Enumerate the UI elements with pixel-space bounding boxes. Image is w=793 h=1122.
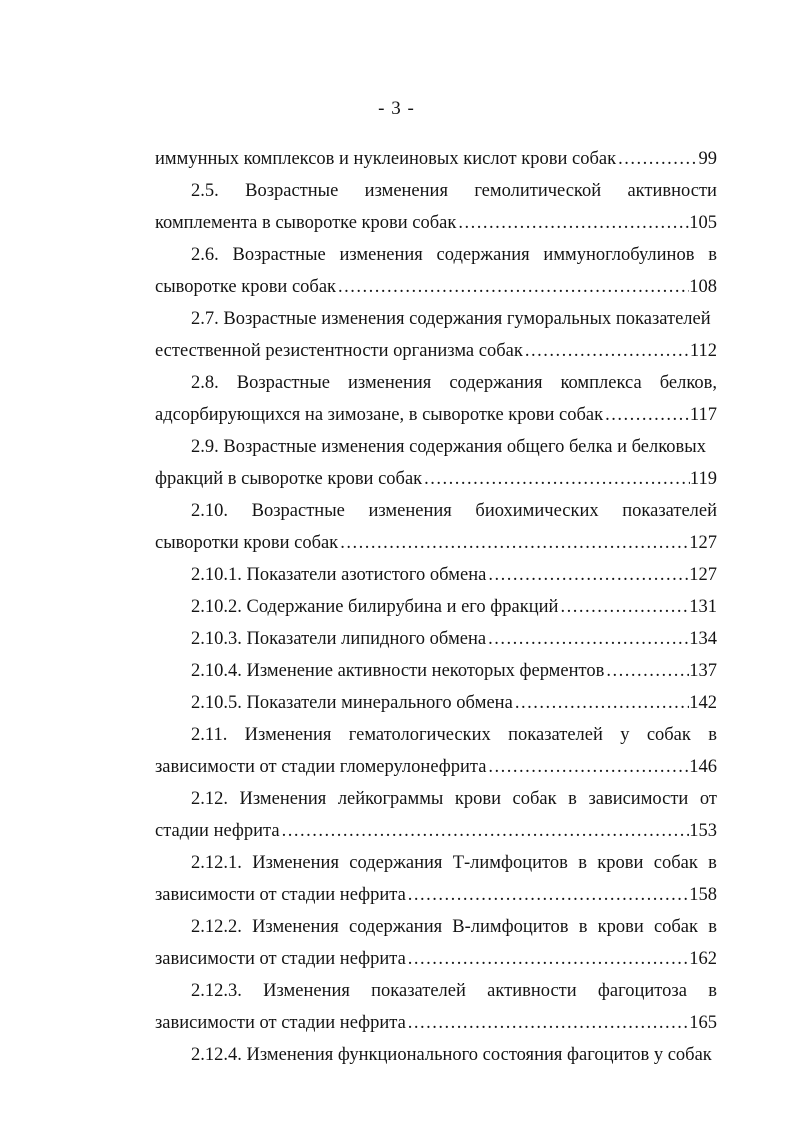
toc-entry-text: 2.10.5. Показатели минерального обмена: [191, 693, 513, 713]
toc-word: в: [708, 853, 717, 873]
toc-entry-immune-complexes: [155, 143, 717, 175]
toc-word: гемолитической: [474, 181, 602, 201]
toc-page-ref: 108: [689, 277, 717, 297]
toc-word: Т-лимфоцитов: [452, 853, 568, 873]
toc-entry-text: естественной резистентности организма собак: [155, 341, 523, 361]
toc-entry-text: зависимости от стадии нефрита: [155, 1013, 406, 1033]
toc-page-ref: 165: [689, 1013, 717, 1033]
toc-entry-2-12-1: [155, 847, 717, 911]
toc-entry-text: 2.10.1. Показатели азотистого обмена: [191, 565, 487, 585]
toc-entry-2-10-4: [155, 655, 717, 687]
toc-word: 2.12.3.: [191, 981, 242, 1001]
toc-entry-text: 2.10.3. Показатели липидного обмена: [191, 629, 487, 649]
toc-word: в: [708, 245, 717, 265]
toc-entry-2-10-2: [155, 591, 717, 623]
toc-word: содержания: [349, 917, 443, 937]
toc-word: Возрастные: [245, 181, 339, 201]
toc-entry-2-11: [155, 719, 717, 783]
toc-word: гематологических: [348, 725, 491, 745]
toc-entry-2-12: [155, 783, 717, 847]
toc-line: [155, 975, 717, 1007]
toc-entry-text: иммунных комплексов и нуклеиновых кислот крови собак: [155, 149, 617, 169]
toc-page-ref: 153: [689, 821, 717, 841]
toc-word: показателей: [622, 501, 717, 521]
toc-line: [155, 879, 717, 911]
toc-line: [155, 687, 717, 719]
toc-line: [155, 815, 717, 847]
toc-word: в: [708, 725, 717, 745]
toc-entry-text: сыворотки крови собак: [155, 533, 339, 553]
toc-word: от: [699, 789, 717, 809]
toc-line: [155, 591, 717, 623]
toc-word: собак: [512, 789, 557, 809]
dot-leader: [523, 335, 690, 367]
toc-line: [155, 911, 717, 943]
toc-word: биохимических: [475, 501, 599, 521]
toc-page-ref: 158: [689, 885, 717, 905]
toc-word: показателей: [371, 981, 466, 1001]
toc-line: [155, 847, 717, 879]
toc-entry-2-12-4: [155, 1039, 717, 1071]
toc-line: [155, 143, 717, 175]
toc-page-ref: 134: [689, 629, 717, 649]
toc-word: 2.11.: [191, 725, 228, 745]
toc-word: 2.6.: [191, 245, 219, 265]
toc-page-ref: 127: [689, 565, 717, 585]
dot-leader: [406, 1007, 689, 1039]
toc-word: 2.8.: [191, 373, 219, 393]
toc-entry-text: фракций в сыворотке крови собак: [155, 469, 423, 489]
toc-page-ref: 99: [698, 149, 717, 169]
toc-entry-text: 2.7. Возрастные изменения содержания гуморальных показателей: [191, 309, 711, 329]
toc-word: в: [708, 917, 717, 937]
toc-entry-text: стадии нефрита: [155, 821, 280, 841]
toc-line: [155, 335, 717, 367]
toc-entry-text: 2.9. Возрастные изменения содержания общего белка и белковых: [191, 437, 706, 457]
dot-leader: [406, 879, 689, 911]
toc-word: крови: [597, 853, 644, 873]
toc-word: Изменения: [244, 725, 332, 745]
toc-page-ref: 146: [689, 757, 717, 777]
page-number: - 3 -: [378, 98, 415, 119]
toc-line: [155, 399, 717, 431]
toc-entry-2-10-5: [155, 687, 717, 719]
toc-word: в: [578, 853, 587, 873]
toc-line: [155, 175, 717, 207]
toc-line: [155, 943, 717, 975]
toc-word: собак: [653, 853, 698, 873]
toc-word: крови: [454, 789, 502, 809]
dot-leader: [558, 591, 689, 623]
toc-line: [155, 751, 717, 783]
dot-leader: [336, 271, 689, 303]
toc-entry-2-12-2: [155, 911, 717, 975]
toc-word: лейкограммы: [337, 789, 444, 809]
dot-leader: [616, 143, 698, 175]
toc-line: [155, 271, 717, 303]
toc-entry-2-8: [155, 367, 717, 431]
toc-page-ref: 105: [689, 213, 717, 233]
toc-entry-text: 2.10.4. Изменение активности некоторых ферментов: [191, 661, 605, 681]
dot-leader: [486, 559, 689, 591]
toc-word: содержания: [436, 245, 530, 265]
toc-word: Изменения: [263, 981, 350, 1001]
toc-line: [155, 719, 717, 751]
toc-line: [155, 1039, 717, 1071]
toc-line: [155, 303, 717, 335]
toc-entry-2-5: [155, 175, 717, 239]
toc-word: изменения: [368, 501, 452, 521]
toc-line: [155, 527, 717, 559]
toc-word: содержания: [449, 373, 543, 393]
toc-word: Изменения: [239, 789, 327, 809]
toc-line: [155, 239, 717, 271]
toc-line: [155, 207, 717, 239]
toc-page-ref: 131: [689, 597, 717, 617]
toc-word: зависимости: [588, 789, 689, 809]
toc-word: в: [568, 789, 577, 809]
toc-word: собак: [646, 725, 691, 745]
toc-page-ref: 112: [689, 341, 717, 361]
toc-line: [155, 783, 717, 815]
toc-word: изменения: [364, 181, 448, 201]
toc-line: [155, 431, 717, 463]
toc-word: содержания: [349, 853, 443, 873]
toc-line: [155, 463, 717, 495]
toc-line: [155, 559, 717, 591]
toc-word: Возрастные: [251, 501, 345, 521]
toc-word: белков,: [659, 373, 717, 393]
toc-word: 2.12.2.: [191, 917, 242, 937]
toc-word: 2.5.: [191, 181, 219, 201]
dot-leader: [406, 943, 689, 975]
toc-entry-text: зависимости от стадии нефрита: [155, 885, 406, 905]
toc-entry-2-10-1: [155, 559, 717, 591]
toc-entry-2-6: [155, 239, 717, 303]
toc-entry-2-10-3: [155, 623, 717, 655]
toc-page-ref: 142: [689, 693, 717, 713]
toc-word: иммуноглобулинов: [543, 245, 695, 265]
toc-line: [155, 367, 717, 399]
toc-entry-text: комплемента в сыворотке крови собак: [155, 213, 457, 233]
dot-leader: [280, 815, 690, 847]
toc-page-ref: 127: [689, 533, 717, 553]
toc-entry-2-7: [155, 303, 717, 367]
toc-line: [155, 1007, 717, 1039]
toc-entry-text: адсорбирующихся на зимозане, в сыворотке крови собак: [155, 405, 604, 425]
toc-word: Возрастные: [236, 373, 330, 393]
dot-leader: [456, 207, 689, 239]
toc-entry-2-12-3: [155, 975, 717, 1039]
toc-line: [155, 655, 717, 687]
toc-word: у: [620, 725, 630, 745]
toc-entry-2-9: [155, 431, 717, 495]
toc-entry-text: 2.12.4. Изменения функционального состояния фагоцитов у собак: [191, 1045, 712, 1065]
toc-word: изменения: [339, 245, 423, 265]
toc-page-ref: 119: [689, 469, 717, 489]
toc-word: Возрастные: [232, 245, 326, 265]
toc-word: В-лимфоцитов: [452, 917, 569, 937]
toc-word: фагоцитоза: [597, 981, 687, 1001]
dot-leader: [603, 399, 690, 431]
toc-word: изменения: [348, 373, 432, 393]
toc-page-ref: 137: [689, 661, 717, 681]
toc-word: показателей: [508, 725, 603, 745]
toc-word: 2.12.1.: [191, 853, 242, 873]
toc-word: активности: [627, 181, 717, 201]
toc-page-ref: 162: [689, 949, 717, 969]
toc-word: Изменения: [252, 917, 339, 937]
toc-entry-text: зависимости от стадии нефрита: [155, 949, 406, 969]
toc-entry-text: сыворотке крови собак: [155, 277, 337, 297]
toc-word: 2.10.: [191, 501, 228, 521]
dot-leader: [486, 623, 689, 655]
toc-entry-2-10: [155, 495, 717, 559]
toc-line: [155, 495, 717, 527]
table-of-contents: [155, 143, 717, 1071]
toc-word: активности: [487, 981, 577, 1001]
toc-page-ref: 117: [689, 405, 717, 425]
toc-word: крови: [597, 917, 644, 937]
toc-entry-text: зависимости от стадии гломерулонефрита: [155, 757, 487, 777]
toc-word: в: [708, 981, 717, 1001]
toc-word: в: [578, 917, 588, 937]
toc-word: комплекса: [560, 373, 642, 393]
dot-leader: [604, 655, 689, 687]
toc-word: собак: [653, 917, 699, 937]
toc-line: [155, 623, 717, 655]
dot-leader: [486, 751, 689, 783]
dot-leader: [513, 687, 689, 719]
toc-word: 2.12.: [191, 789, 228, 809]
dot-leader: [422, 463, 690, 495]
dot-leader: [338, 527, 689, 559]
toc-entry-text: 2.10.2. Содержание билирубина и его фракций: [191, 597, 559, 617]
toc-word: Изменения: [252, 853, 339, 873]
